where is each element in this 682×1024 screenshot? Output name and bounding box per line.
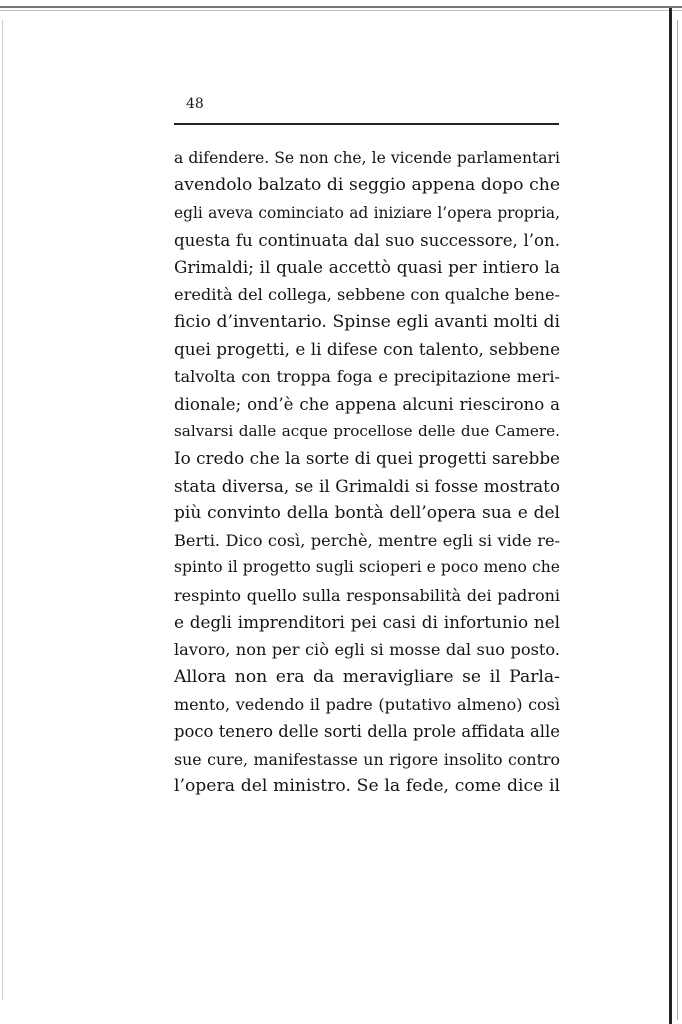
- text-line: eredità del collega, sebbene con qualche bene-: [174, 285, 561, 305]
- body-text: [174, 145, 560, 800]
- text-line: stata diversa, se il Grimaldi si fosse mostrato: [174, 475, 560, 496]
- text-line: dionale; ond’è che appena alcuni riescirono a: [174, 394, 560, 414]
- text-line: Io credo che la sorte di quei progetti sarebbe: [174, 448, 560, 469]
- scan-top-edge: [0, 6, 682, 8]
- text-line: quei progetti, e li difese con talento, sebbene: [174, 339, 560, 360]
- text-line: e degli imprenditori pei casi di infortunio nel: [174, 612, 560, 633]
- book-spine-edge: [669, 8, 672, 1024]
- page-number: 48: [186, 96, 204, 112]
- text-line: lavoro, non per ciò egli si mosse dal suo posto.: [174, 640, 560, 660]
- text-line: mento, vedendo il padre (putativo almeno) così: [174, 694, 560, 714]
- text-line: poco tenero delle sorti della prole affidata alle: [174, 722, 560, 742]
- text-line: talvolta con troppa foga e precipitazione meri-: [174, 367, 560, 387]
- text-line: egli aveva cominciato ad iniziare l’opera propria,: [174, 203, 560, 222]
- text-line: Allora non era da meravigliare se il Parla-: [174, 666, 560, 687]
- text-line: a difendere. Se non che, le vicende parlamentari: [174, 149, 560, 167]
- text-line: Berti. Dico così, perchè, mentre egli si vide re-: [174, 531, 560, 551]
- text-line: avendolo balzato di seggio appena dopo che: [174, 175, 560, 196]
- text-line: Grimaldi; il quale accettò quasi per intiero la: [174, 257, 560, 278]
- scan-left-edge: [2, 20, 3, 1000]
- text-line: spinto il progetto sugli scioperi e poco meno che: [174, 558, 560, 577]
- text-line: più convinto della bontà dell’opera sua e del: [174, 502, 560, 523]
- book-spine-shadow: [677, 20, 678, 1020]
- text-line: respinto quello sulla responsabilità dei padroni: [174, 585, 560, 605]
- text-line: questa fu continuata dal suo successore, l’on.: [174, 230, 560, 250]
- text-line: salvarsi dalle acque procellose delle due Camere.: [174, 421, 560, 440]
- scan-top-edge-shadow: [0, 10, 682, 11]
- header-rule: [174, 123, 559, 125]
- text-line: sue cure, manifestasse un rigore insolito contro: [174, 749, 560, 769]
- text-line: ficio d’inventario. Spinse egli avanti molti di: [174, 311, 560, 332]
- text-line: l’opera del ministro. Se la fede, come dice il: [174, 775, 560, 796]
